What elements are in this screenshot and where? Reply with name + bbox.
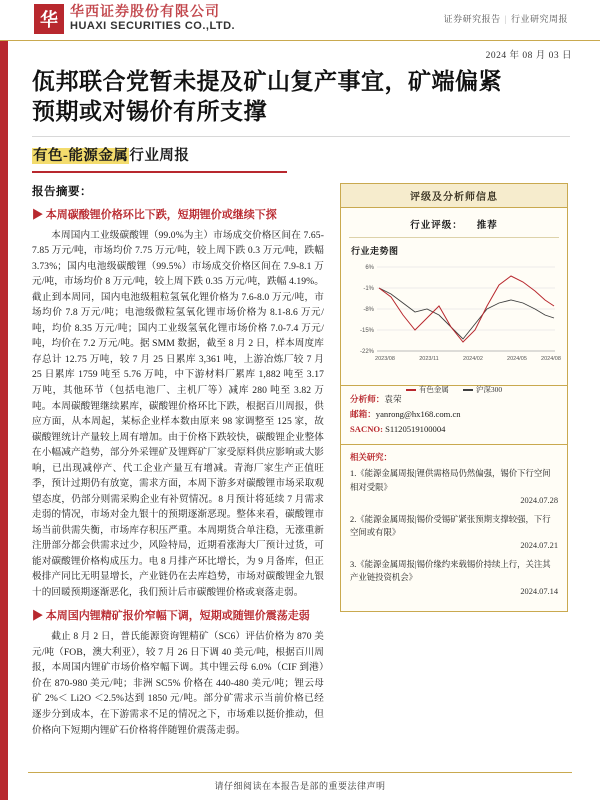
analyst-info-panel <box>340 183 568 612</box>
legend-label-0: 有色金属 <box>418 384 449 394</box>
section-1-paragraph: 本周国内工业级碳酸锂（99.0%为主）市场成交价格区间在 7.65-7.85 万元/吨，市场均价 7.75 万元/吨，较上周下跌 0.3 万元/吨，跌幅 3.73%；国内电池级碳酸锂（99.5%）市场成交价格区间在 7.9-8.1 万元/吨，市场均价 8 万元/吨，较上周下跌 0.35 万元/吨，跌幅 4.19%。截止到本周同，国内电池级粗粒氢氧化锂价格为 7.6-8.0 万元/吨，市场均价 7.8 万元/吨；电池级微粒氢氧化锂市场价格为 8.1-8.6 万元/吨，均价 8.35 万元/吨；国内工业级氢氧化锂市场价格 7.0-7.4 万元/吨，均价在 7.2 万元/吨。据 SMM 数据，截至 8 月 2 日，样本周度库存总计 12.75 万吨，较 7 月 25 日累库 3,361 吨，上游冶炼厂较 7 月 25 日累库 1759 吨至 5.76 万吨，中下游材料厂累库 1,882 吨至 3.17 万吨，其他环节（包括电池厂、主机厂等）减库 280 吨至 3.82 万吨。本周碳酸锂继续累库，碳酸锂价格环比下跌，根据百川周报，供应方面，从本周起，某标企业样本数由原来 98 家调整至 125 家，故碳酸锂统计产量较上周有增加。由于价格下跌较快，碳酸锂企业整体在小幅减产趋势，部分外采锂矿及锂辉矿厂家受原料供应影响或大影响，已出现减停产、代工企业产量互有增减。青海厂家生产正值旺季，预计过期仍有放宽，需求方面，本周下游多对碳酸锂市场采取观望态度，仍部分则需采购企业有补贸情况。8 月预计将延续 7 月需求走弱的情况，市场对金九银十的预期逐渐恶现。整体来看，碳酸锂市场当前供需失衡，市场库存积压严重。本周期货合单注稳，无涨重新注册部分都会供需求过少，风险特局，近期看涨海大厂预计过货，可能对碳酸锂价格构成压力。电 8 月排产环比增长，为 9 月备库，但正极排产同比无明显增长，产业链仍在去库趋势，市场对碳酸锂金九银十的回暖预期逐渐恶化，我们预计后市碳酸锂价格或衰落走弱。 <box>32 229 324 598</box>
related-item-date: 2024.07.14 <box>520 586 558 596</box>
header-nav-separator: | <box>504 14 507 24</box>
industry-rating-label: 行业评级： <box>410 220 463 231</box>
industry-rating-value: 推荐 <box>476 220 498 231</box>
chart-svg <box>349 259 561 377</box>
sidebar-column <box>340 183 568 744</box>
page-header <box>0 0 600 41</box>
svg-text:-1%: -1% <box>363 285 374 292</box>
svg-text:6%: 6% <box>365 264 374 271</box>
related-research-label: 相关研究： <box>350 452 392 462</box>
analyst-email-row <box>350 407 558 422</box>
report-date: 2024 年 08 月 03 日 <box>485 51 572 61</box>
analyst-name-label: 分析师： <box>350 393 385 404</box>
legend-label-1: 沪深300 <box>475 384 503 394</box>
analyst-sac-row <box>350 422 558 437</box>
logo-text <box>70 6 235 32</box>
subtitle-highlight: 有色-能源金属 <box>33 147 129 164</box>
legend-item-0 <box>406 384 449 395</box>
chart-legend <box>349 384 559 395</box>
related-item-text: 3.《能源金属周报|锡价缘约来载锡价持续上行，关注其产业链投资机会》 <box>350 559 551 583</box>
analyst-name-value: 袁荣 <box>384 393 402 404</box>
analyst-sac-value: S1120519100004 <box>385 423 446 434</box>
section-1-heading: ▶ 本周碳酸锂价格环比下跌，短期锂价或继续下探 <box>32 208 277 221</box>
panel-title: 评级及分析师信息 <box>341 184 567 208</box>
industry-rating-row <box>349 215 559 237</box>
industry-trend-chart <box>349 259 561 394</box>
svg-text:2024/05: 2024/05 <box>507 355 527 362</box>
panel-body <box>341 208 567 394</box>
logo-mark-icon: 华 <box>34 4 64 34</box>
related-item-text: 2.《能源金属周报|锡价受锡矿紧张预期支撑较强，下行空间或有限》 <box>350 514 551 537</box>
related-item[interactable] <box>350 513 558 553</box>
svg-text:2023/08: 2023/08 <box>375 355 395 362</box>
page-title <box>32 67 570 128</box>
header-nav <box>440 12 572 25</box>
header-nav-item-1: 行业研究周报 <box>510 14 568 24</box>
page-subtitle <box>0 137 600 165</box>
related-item[interactable] <box>350 467 558 507</box>
section-2-paragraph: 截止 8 月 2 日，普氏能源资询锂精矿（SC6）评估价格为 870 美元/吨（FOB，澳大利亚），较 7 月 26 日下调 40 美元/吨，根据百川周报，本周国内锂矿市场价格窄幅下调。其中锂云母 6.0%（CIF 到港）价在 870-980 美元/吨；非洲 SC5% 价格在 440-480 美元/吨；锂云母矿 2%＜ Li2O ＜2.5%达到 1850 元/吨。部分矿需求示当前价格已经逐步分到成本，在下游需求不足的情况之下，市场难以挺价推动，但价格向下短期内锂矿石价格将伴随锂价震荡走弱。 <box>32 631 324 736</box>
header-nav-item-0: 证券研究报告 <box>443 14 501 24</box>
subtitle-rest: 行业周报 <box>129 147 190 164</box>
footer-disclaimer: 请仔细阅读在本报告是部的重要法律声明 <box>214 781 386 791</box>
svg-text:-15%: -15% <box>359 327 374 334</box>
analyst-email-value[interactable]: yanrong@hx168.com.cn <box>375 408 461 419</box>
page-title-line-2: 预期或对锡价有所支撑 <box>32 99 267 125</box>
related-item-date: 2024.07.28 <box>520 496 558 506</box>
analyst-email-label: 邮箱： <box>350 408 376 419</box>
page-title-line-1: 佤邦联合党暂未提及矿山复产事宜，矿端偏紧 <box>32 69 502 94</box>
legend-item-1 <box>463 384 502 395</box>
rating-divider <box>349 237 559 238</box>
chart-title: 行业走势图 <box>351 245 399 256</box>
body-columns <box>0 173 600 744</box>
section-2-heading: ▶ 本周国内锂精矿报价窄幅下调，短期或随锂价震荡走弱 <box>32 610 310 623</box>
main-content-column <box>32 183 324 744</box>
svg-text:2024/08: 2024/08 <box>541 355 561 362</box>
related-item[interactable] <box>350 558 558 598</box>
related-research <box>341 445 567 611</box>
page-footer <box>0 772 600 800</box>
logo-company-en: HUAXI SECURITIES CO.,LTD. <box>70 19 236 32</box>
svg-text:-22%: -22% <box>359 348 374 355</box>
summary-heading: 报告摘要： <box>32 185 92 198</box>
logo-company-cn: 华西证券股份有限公司 <box>70 4 220 20</box>
left-accent-bar <box>0 0 8 800</box>
analyst-sac-label: SACNO: <box>350 423 383 434</box>
related-item-text: 1.《能源金属周报|锂供需格局仍然偏强，锡价下行空间相对受限》 <box>350 469 551 492</box>
related-item-date: 2024.07.21 <box>520 541 558 551</box>
title-block <box>0 61 600 128</box>
svg-text:2024/02: 2024/02 <box>463 355 483 362</box>
svg-text:-8%: -8% <box>363 306 374 313</box>
svg-text:2023/11: 2023/11 <box>419 355 439 362</box>
company-logo <box>34 4 235 34</box>
